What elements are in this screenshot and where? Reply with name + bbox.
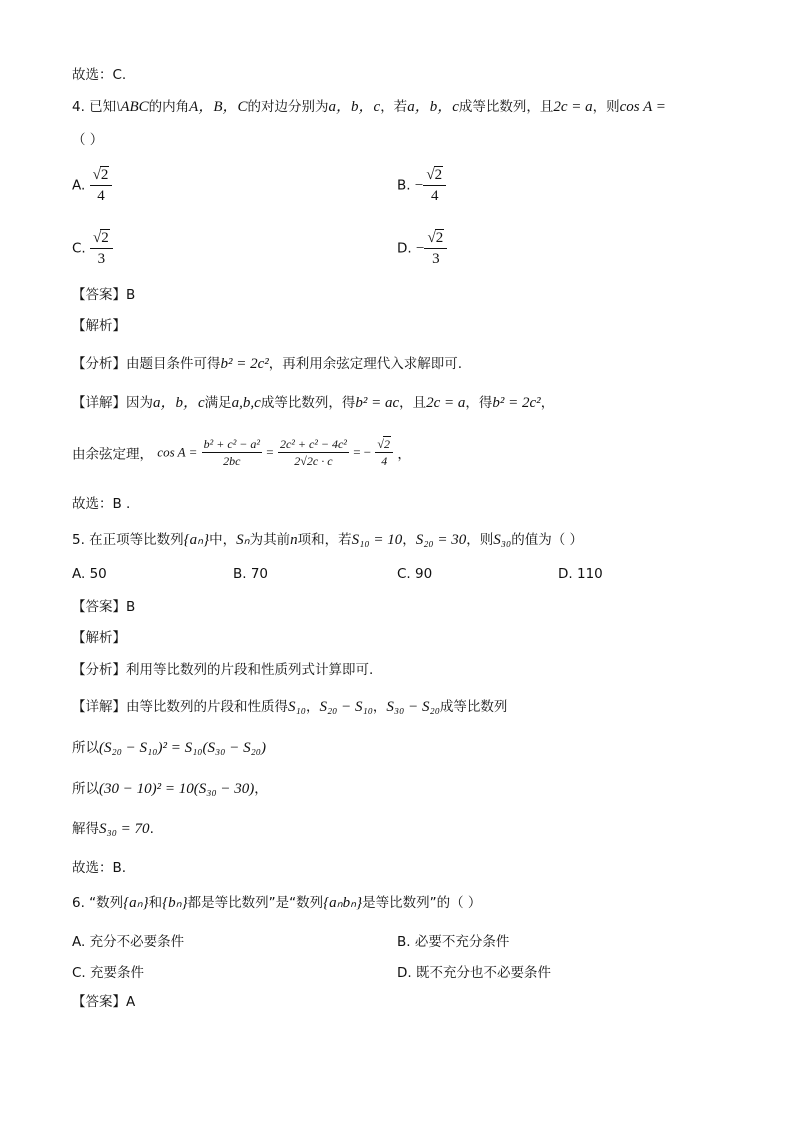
- q6-an: {aₙ}: [123, 895, 149, 911]
- q5-stem-g: 的值为（ ）: [511, 532, 583, 548]
- xj-f2: 2c = a: [426, 395, 466, 411]
- xj-sep1: ，: [305, 699, 320, 715]
- q4-paren: [72, 130, 103, 150]
- option-label: B.: [397, 177, 411, 194]
- result-sign: = −: [353, 444, 372, 460]
- cos-frac-1: [202, 436, 262, 469]
- q4-answer: [72, 285, 135, 305]
- frac-den: 3: [97, 251, 106, 267]
- q4-choose: [72, 494, 130, 514]
- q4-stem-e: 成等比数列，且: [458, 99, 554, 115]
- choose-text: 故选：C.: [72, 67, 127, 83]
- q5-choose: [72, 858, 126, 878]
- xj-a: 由等比数列的片段和性质得: [126, 699, 288, 715]
- cos-lhs: cos A =: [157, 444, 198, 460]
- q4-fenxi: [72, 354, 462, 374]
- question-6-stem: [72, 893, 481, 913]
- q6-answer: [72, 992, 135, 1012]
- step-prefix: 解得: [72, 821, 99, 837]
- step-formula: (S₂₀ − S₁₀)² = S₁₀(S₃₀ − S₂₀): [99, 740, 266, 756]
- fenxi-tag: 【分析】: [72, 356, 126, 372]
- q4-xiangjie: [72, 393, 554, 413]
- xj-a: 因为: [126, 395, 153, 411]
- question-4-stem: [72, 97, 666, 117]
- q5-option-d: [558, 566, 603, 582]
- option-fraction: $\frac{√2}{3}$: [90, 228, 113, 269]
- xj-end: ，: [540, 395, 555, 411]
- option-sign: −: [415, 240, 425, 257]
- q6-option-b: [397, 930, 509, 950]
- q5-stem-f: ，则: [466, 532, 494, 548]
- cos-frac-3: $\frac{√2}{4}$: [375, 436, 393, 469]
- analysis-head: 【解析】: [72, 630, 126, 646]
- analysis-head: 【解析】: [72, 318, 126, 334]
- xj-vars: a，b，c: [153, 395, 205, 411]
- q6-bn: {bₙ}: [162, 895, 188, 911]
- q6-option-a: [72, 930, 184, 950]
- choose-text: 故选：B.: [72, 860, 127, 876]
- frac-num: 2: [434, 167, 443, 183]
- option-label: C. 90: [397, 566, 433, 582]
- q5-step-2: [72, 779, 268, 799]
- q4-option-d: [397, 228, 447, 269]
- q5-c1: S₁₀ = 10: [351, 532, 403, 548]
- q5-c2: S₂₀ = 30: [415, 532, 467, 548]
- option-label: A. 50: [72, 566, 107, 582]
- option-label: C.: [72, 240, 86, 257]
- q5-analysis-head: [72, 628, 126, 648]
- cos-intro: 由余弦定理，: [72, 446, 153, 463]
- step-formula: S₃₀ = 70: [99, 821, 150, 837]
- q4-stem-d: ，若: [380, 99, 408, 115]
- xiangjie-tag: 【详解】: [72, 395, 126, 411]
- xj-c: 成等比数列，得: [260, 395, 356, 411]
- q5-answer: [72, 597, 135, 617]
- frac-den: 4: [97, 188, 105, 204]
- option-fraction: $\frac{√2}{4}$: [90, 165, 113, 206]
- xj-f3: S₃₀ − S₂₀: [386, 699, 440, 715]
- answer-text: 【答案】A: [72, 994, 136, 1010]
- q6-stem-b: 和: [148, 895, 163, 911]
- q5-step-3: [72, 819, 154, 839]
- xj-d: ，且: [399, 395, 427, 411]
- q4-option-c: [72, 228, 113, 269]
- frac1-num: b² + c² − a²: [203, 437, 260, 451]
- frac2-den: 2√2c · c: [294, 454, 333, 468]
- q4-stem-c: 的对边分别为: [247, 99, 329, 115]
- q6-stem-c: 都是等比数列”是“数列: [187, 895, 324, 911]
- option-label: C. 充要条件: [72, 965, 145, 981]
- result-den: 4: [381, 454, 388, 468]
- frac1-den: 2bc: [223, 454, 241, 468]
- result-end: ，: [397, 446, 411, 463]
- eq-sign: =: [266, 444, 274, 460]
- xj-f1: b² = ac: [355, 395, 400, 411]
- answer-text: 【答案】B: [72, 599, 136, 615]
- q5-stem-d: 项和，若: [297, 532, 352, 548]
- q5-stem-c: 为其前: [249, 532, 291, 548]
- choose-text: 故选：B .: [72, 496, 131, 512]
- q5-stem-a: 5. 在正项等比数列: [72, 532, 184, 548]
- xj-f2: S₂₀ − S₁₀: [319, 699, 373, 715]
- step-formula: (30 − 10)² = 10(S₃₀ − 30): [99, 781, 255, 797]
- step-prefix: 所以: [72, 740, 99, 756]
- result-num: 2: [384, 437, 391, 451]
- xj-e: ，得: [465, 395, 493, 411]
- fenxi-formula: b² = 2c²: [220, 356, 269, 372]
- q4-analysis-head: [72, 316, 126, 336]
- q4-option-a: [72, 165, 112, 206]
- fenxi-text: 利用等比数列的片段和性质列式计算即可.: [126, 662, 374, 678]
- q5-n: n: [290, 532, 298, 548]
- q5-option-c: [397, 566, 432, 582]
- q4-stem-b: 的内角: [148, 99, 190, 115]
- xj-f3: b² = 2c²: [492, 395, 541, 411]
- q4-option-b: [397, 165, 446, 206]
- q5-seq: {aₙ}: [183, 532, 210, 548]
- q4-stem-a: 4. 已知: [72, 99, 117, 115]
- xj-b: 成等比数列: [439, 699, 508, 715]
- xiangjie-tag: 【详解】: [72, 699, 126, 715]
- q4-triangle: \ABC: [116, 99, 149, 115]
- q5-option-b: [233, 566, 268, 582]
- q4-sides: a，b，c: [328, 99, 381, 115]
- option-label: B. 70: [233, 566, 269, 582]
- fenxi-b: ，再利用余弦定理代入求解即可.: [268, 356, 463, 372]
- q5-s30: S₃₀: [493, 532, 512, 548]
- step-end: .: [149, 821, 154, 837]
- xj-vars2: a,b,c: [231, 395, 261, 411]
- q4-condition: 2c = a: [553, 99, 593, 115]
- q6-stem-a: 6. “数列: [72, 895, 124, 911]
- q6-anbn: {aₙbₙ}: [323, 895, 363, 911]
- q5-xiangjie: [72, 697, 507, 717]
- option-label: D.: [397, 240, 412, 257]
- option-label: A.: [72, 177, 86, 194]
- option-fraction: $\frac{√2}{4}$: [423, 165, 446, 206]
- option-label: A. 充分不必要条件: [72, 934, 185, 950]
- q4-angles: A，B，C: [189, 99, 248, 115]
- fenxi-tag: 【分析】: [72, 662, 126, 678]
- frac-num: 2: [100, 167, 109, 183]
- q6-option-d: [397, 961, 551, 981]
- option-label: B. 必要不充分条件: [397, 934, 510, 950]
- question-5-stem: [72, 530, 583, 550]
- option-fraction: $\frac{√2}{3}$: [424, 228, 447, 269]
- option-sign: −: [414, 177, 424, 194]
- q6-option-c: [72, 961, 144, 981]
- answer-text: 【答案】B: [72, 287, 136, 303]
- frac-num: 2: [435, 230, 444, 246]
- option-label: D. 既不充分也不必要条件: [397, 965, 551, 981]
- cos-frac-2: [278, 436, 349, 469]
- q4-paren-text: （ ）: [72, 132, 104, 148]
- step-end: ，: [254, 781, 268, 797]
- q6-stem-d: 是等比数列”的（ ）: [362, 895, 482, 911]
- xj-b: 满足: [204, 395, 232, 411]
- q5-sn: Sₙ: [236, 532, 250, 548]
- q5-fenxi: [72, 660, 373, 680]
- xj-sep2: ，: [372, 699, 387, 715]
- xj-f1: S₁₀: [288, 699, 306, 715]
- frac-den: 4: [430, 188, 439, 204]
- q4-sides2: a，b，c: [407, 99, 459, 115]
- q4-ask: cos A =: [619, 99, 666, 115]
- fenxi-a: 由题目条件可得: [126, 356, 221, 372]
- q5-stem-b: 中，: [209, 532, 237, 548]
- q5-option-a: [72, 566, 107, 582]
- step-prefix: 所以: [72, 781, 99, 797]
- frac2-num: 2c² + c² − 4c²: [279, 437, 347, 451]
- frac-den: 3: [432, 251, 440, 267]
- q5-step-1: [72, 738, 266, 758]
- option-label: D. 110: [558, 566, 603, 582]
- q5-stem-e: ，: [402, 532, 416, 548]
- q4-cosine-law-line: [72, 436, 411, 469]
- q4-stem-f: ，则: [592, 99, 620, 115]
- frac-num: 2: [101, 230, 109, 246]
- answer-choice-line: [72, 65, 126, 85]
